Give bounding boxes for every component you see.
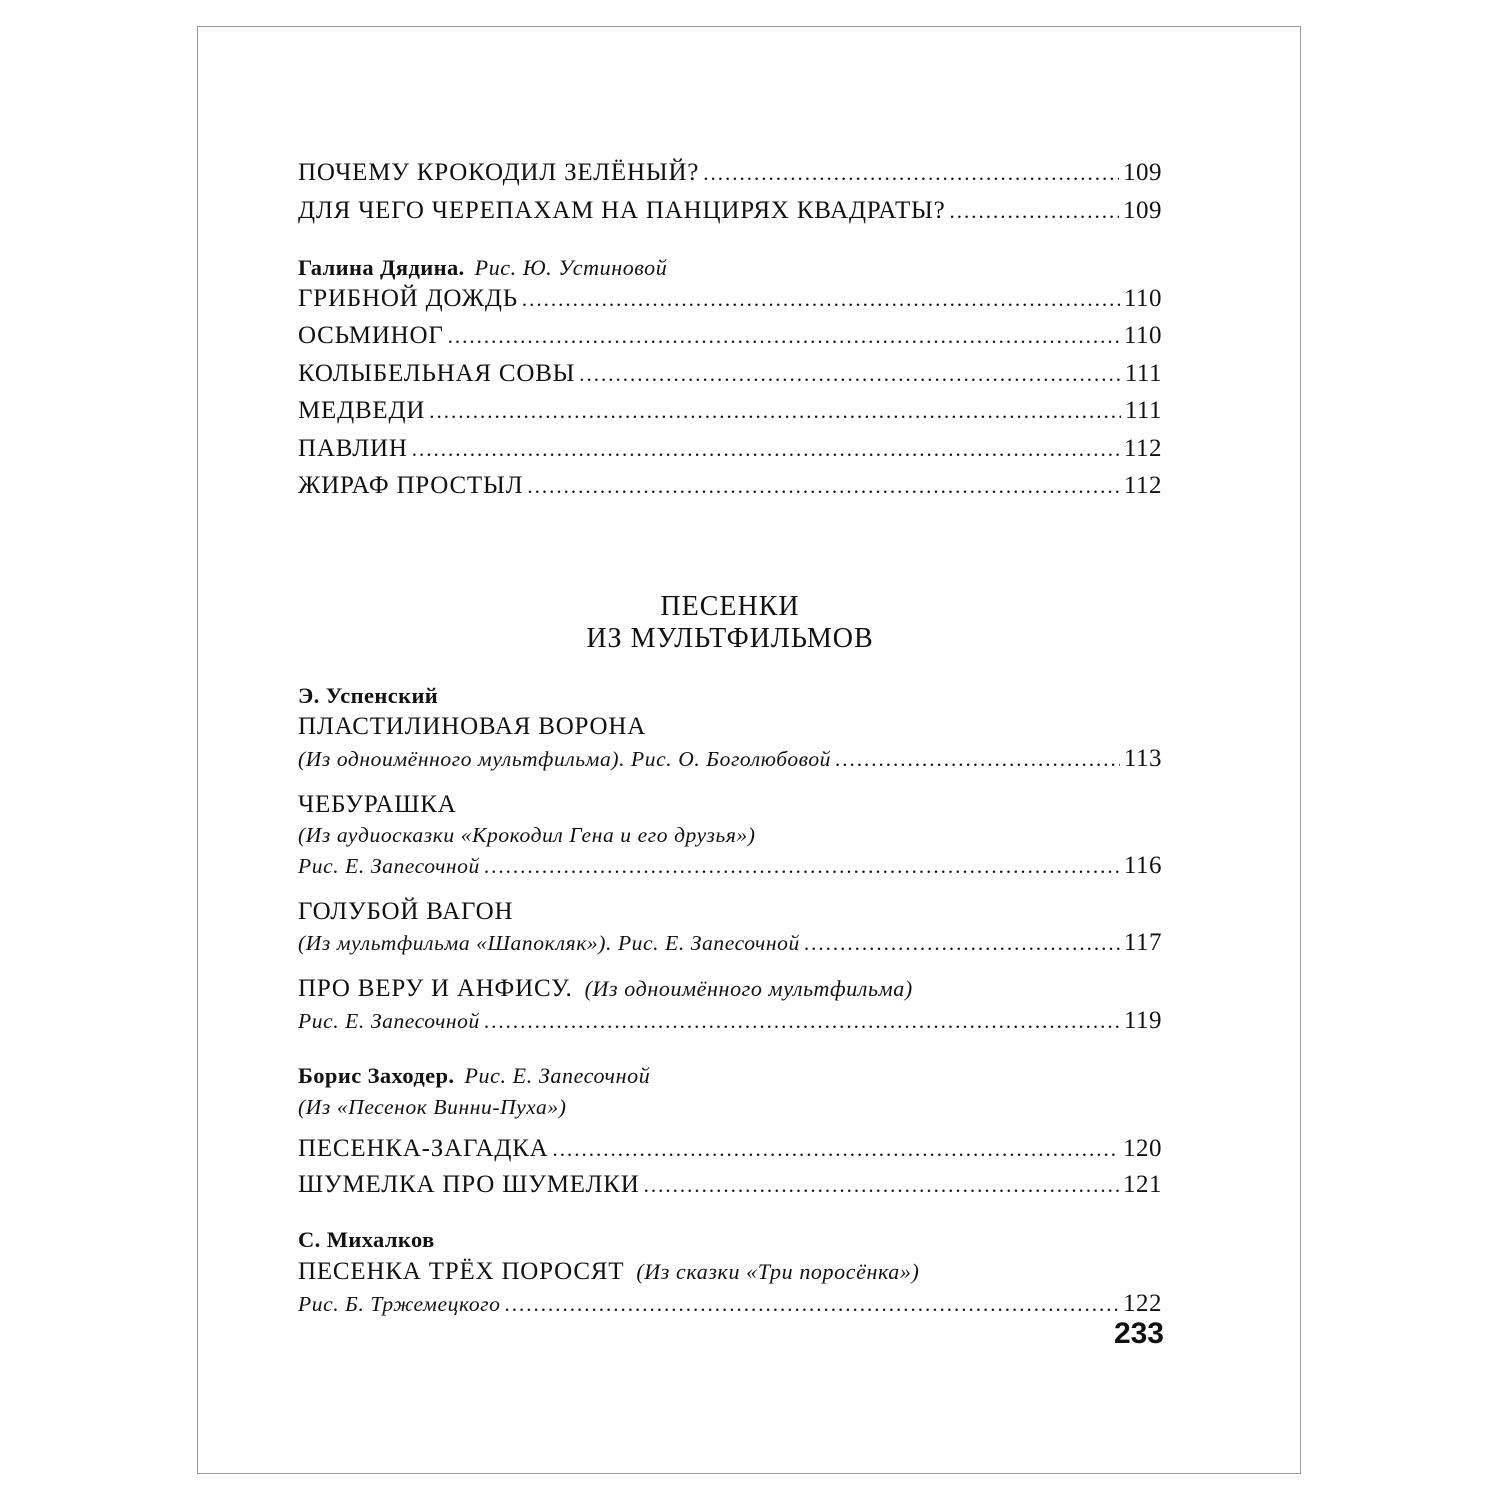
author-line — [298, 1063, 1162, 1089]
entry-page: 110 — [1123, 322, 1162, 349]
entry-page: 117 — [1123, 929, 1162, 956]
entry-page: 120 — [1123, 1135, 1162, 1162]
leader-dots — [505, 1292, 1119, 1317]
leader-dots — [703, 161, 1119, 186]
entry-note-line — [298, 1095, 1162, 1120]
leader-dots — [412, 437, 1120, 462]
entry-note: (Из мультфильма «Шапокляк»). Рис. Е. Запесочной — [298, 931, 800, 955]
entry-title: ПЕСЕНКА ТРЁХ ПОРОСЯТ — [298, 1258, 625, 1285]
author-name: Э. Успенский — [298, 683, 439, 708]
entry-title-line — [298, 898, 1162, 926]
entry-title: ПЛАСТИЛИНОВАЯ ВОРОНА — [298, 713, 647, 740]
leader-dots — [579, 362, 1121, 387]
leader-dots — [644, 1173, 1119, 1198]
leader-dots — [448, 324, 1120, 349]
toc-entry — [298, 285, 1162, 313]
entry-title: ДЛЯ ЧЕГО ЧЕРЕПАХАМ НА ПАНЦИРЯХ КВАДРАТЫ? — [298, 197, 946, 224]
leader-dots — [527, 474, 1120, 499]
entry-page: 112 — [1123, 435, 1162, 462]
toc-entry — [298, 1171, 1162, 1199]
entry-title-note: (Из сказки «Три поросёнка») — [636, 1259, 920, 1284]
section-heading-line1: ПЕСЕНКИ — [660, 591, 800, 622]
toc-entry — [298, 929, 1162, 957]
leader-dots — [484, 854, 1120, 879]
entry-title-line — [298, 1258, 1162, 1286]
entry-title: ГРИБНОЙ ДОЖДЬ — [298, 285, 518, 312]
toc-entry — [298, 1007, 1162, 1035]
entry-page: 113 — [1123, 745, 1162, 772]
entry-page: 109 — [1123, 197, 1162, 224]
leader-dots — [553, 1137, 1119, 1162]
entry-title: ПЕСЕНКА-ЗАГАДКА — [298, 1135, 549, 1162]
entry-note: (Из аудиосказки «Крокодил Гена и его друзья») — [298, 823, 756, 847]
entry-page: 109 — [1123, 159, 1162, 186]
author-line — [298, 683, 1162, 709]
entry-title-note: (Из одноимённого мультфильма) — [584, 976, 913, 1001]
illustrator-note: Рис. Ю. Устиновой — [474, 255, 668, 280]
entry-title: ЖИРАФ ПРОСТЫЛ — [298, 472, 524, 499]
author-name: Борис Заходер. — [298, 1063, 455, 1088]
toc-entry — [298, 360, 1162, 388]
entry-page: 110 — [1123, 285, 1162, 312]
section-heading-line2: ИЗ МУЛЬТФИЛЬМОВ — [586, 623, 874, 654]
leader-dots — [429, 399, 1121, 424]
leader-dots — [950, 199, 1119, 224]
entry-title: ПАВЛИН — [298, 435, 408, 462]
entry-title: МЕДВЕДИ — [298, 397, 426, 424]
entry-page: 111 — [1124, 397, 1162, 424]
entry-page: 122 — [1123, 1290, 1162, 1317]
entry-page: 112 — [1123, 472, 1162, 499]
entry-title: ПРО ВЕРУ И АНФИСУ. — [298, 975, 573, 1002]
book-page — [197, 26, 1301, 1474]
entry-note: Рис. Е. Запесочной — [298, 1009, 480, 1033]
entry-page: 121 — [1123, 1171, 1162, 1198]
entry-page: 116 — [1123, 852, 1162, 879]
leader-dots — [522, 287, 1120, 312]
toc-entry — [298, 397, 1162, 425]
author-line — [298, 1227, 1162, 1253]
toc-entry — [298, 745, 1162, 773]
entry-title-line — [298, 713, 1162, 741]
toc-entry — [298, 1135, 1162, 1163]
entry-page: 119 — [1123, 1007, 1162, 1034]
toc-entry — [298, 322, 1162, 350]
leader-dots — [835, 747, 1120, 772]
author-line — [298, 255, 1162, 281]
toc-entry — [298, 435, 1162, 463]
entry-title: КОЛЫБЕЛЬНАЯ СОВЫ — [298, 360, 576, 387]
entry-title: ЧЕБУРАШКА — [298, 791, 457, 818]
toc-entry — [298, 197, 1162, 225]
entry-title: ГОЛУБОЙ ВАГОН — [298, 898, 514, 925]
toc-entry — [298, 852, 1162, 880]
illustrator-note: Рис. Е. Запесочной — [464, 1063, 651, 1088]
author-name: Галина Дядина. — [298, 255, 465, 280]
leader-dots — [804, 931, 1120, 956]
entry-title: ПОЧЕМУ КРОКОДИЛ ЗЕЛЁНЫЙ? — [298, 159, 700, 186]
entry-title-line — [298, 975, 1162, 1003]
section-heading — [298, 591, 1162, 655]
entry-title: ОСЬМИНОГ — [298, 322, 444, 349]
entry-note: Рис. Е. Запесочной — [298, 854, 480, 878]
toc-entry — [298, 159, 1162, 187]
author-name: С. Михалков — [298, 1227, 435, 1252]
entry-note: Рис. Б. Тржемецкого — [298, 1292, 501, 1316]
leader-dots — [484, 1009, 1120, 1034]
entry-title-line — [298, 791, 1162, 819]
entry-title: ШУМЕЛКА ПРО ШУМЕЛКИ — [298, 1171, 640, 1198]
entry-note: (Из одноимённого мультфильма). Рис. О. Боголюбовой — [298, 747, 832, 771]
collection-note: (Из «Песенок Винни-Пуха») — [298, 1095, 567, 1119]
toc-entry — [298, 1290, 1162, 1318]
toc-entry — [298, 472, 1162, 500]
entry-note-line — [298, 823, 1162, 848]
entry-page: 111 — [1124, 360, 1162, 387]
page-number: 233 — [1113, 1317, 1164, 1350]
